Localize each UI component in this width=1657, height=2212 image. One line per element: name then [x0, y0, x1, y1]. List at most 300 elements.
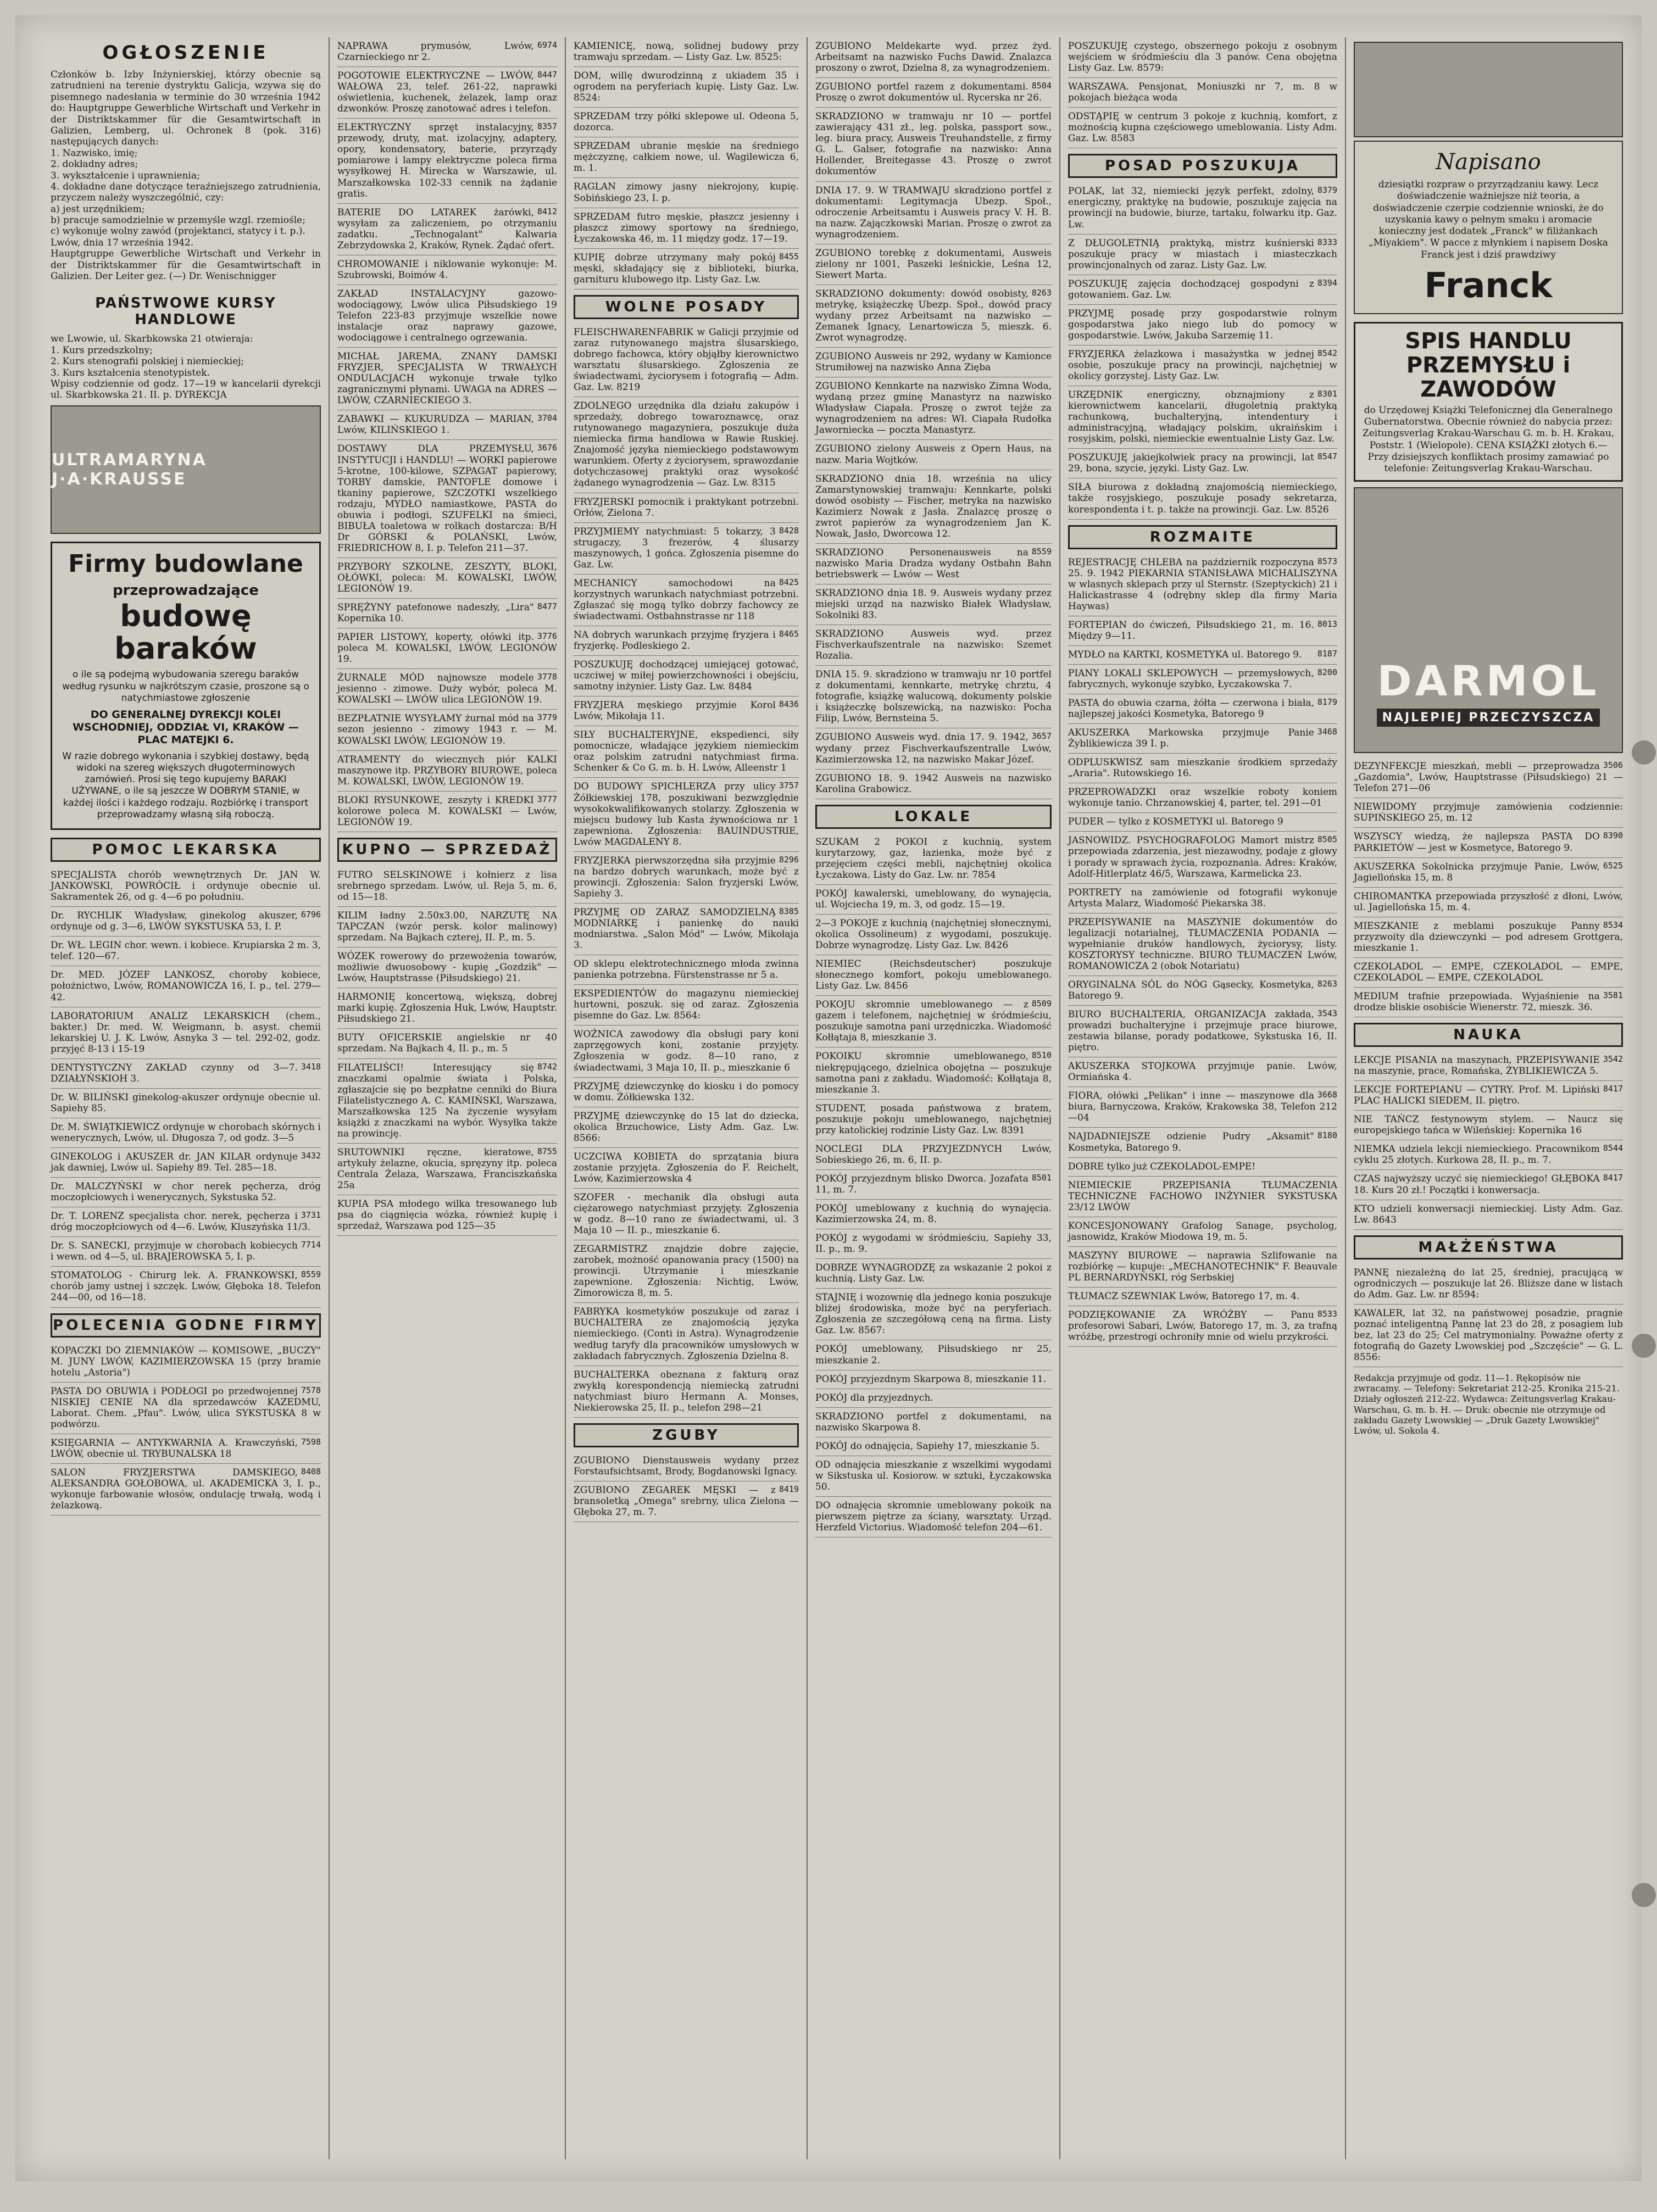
classified-ad [1068, 783, 1337, 813]
classified-ad [1068, 346, 1337, 386]
classified-ad [815, 1456, 1052, 1497]
classified-ad [815, 1100, 1052, 1140]
ad-text: NAPRAWA prymusów, Lwów, Czarnieckiego nr 2. [337, 41, 534, 63]
classified-ad [815, 37, 1052, 78]
ad-text: FORTEPIAN do ćwiczeń, Piłsudskiego 21, m. 16. Między 9—11. [1068, 619, 1314, 642]
ad-text: ZGUBIONO Ausweis nr 292, wydany w Kamionce Strumiłowej na nazwisko Anna Zięba [815, 351, 1052, 374]
ad-number: 8357 [537, 121, 557, 132]
ad-text: ZEGARMISTRZ znajdzie dobre zajęcie, zarobek, możność opanowania pracy (1500) na prowincji. Utrzymanie i mieszkanie zapewnione. Zgłoszenia: Nichtig, Lwów, Zimorowicza 8, m. 5. [574, 1244, 799, 1299]
classified-ad [815, 833, 1052, 885]
ad-text: BUCHALTERKA obeznana z fakturą oraz zwykłą korespondencją niemiecką zatrudni natychmiast biuro Hermann A. Monses, Niekierowska 25, II. p., telefon 298—21 [574, 1369, 799, 1413]
ad-text: MICHAŁ JAREMA, ZNANY DAMSKI FRYZJER, SPECJALISTA W TRWAŁYCH ONDULACJACH wykonuje trwałe tylko zagranicznymi płynami. UWAGA na ADRES — LWÓW, CZARNIECKIEGO 3. [337, 351, 557, 406]
notice-line: b) pracuje samodzielnie w przemyśle wzgl. rzemiośle; [51, 215, 305, 226]
ad-text: PRZEPROWADZKI oraz wszelkie roboty koniem wykonuje tanio. Chrzanowskiej 4, parter, tel. 291—01 [1068, 787, 1337, 809]
ad-number: 3468 [1317, 727, 1337, 737]
classified-ad [1354, 1264, 1623, 1305]
ad-text: PRZEPISYWANIE na MASZYNIE dokumentów do legalizacji notarialnej, TŁUMACZENIA PODANIA — wypełnianie druków handlowych, życiorysy, listy. KOSZTORYSY techniczne. BIURO TŁUMACZEŃ Lwów, ROMANOWICZA 2 (obok Notariatu) [1068, 916, 1337, 972]
ad-text: PRZYJMĘ dziewczynkę do kiosku i do pomocy w domu. Żółkiewska 132. [574, 1080, 799, 1103]
classified-ad [51, 937, 321, 966]
firmy-ad-headline: budowę baraków [114, 598, 257, 666]
classified-ad [337, 710, 557, 750]
ad-number: 8573 [1317, 556, 1337, 566]
column-5 [1059, 37, 1345, 2159]
classified-ad [815, 1370, 1052, 1389]
classified-ad [574, 626, 799, 656]
ad-text: KAMIENICĘ, nową, solidnej budowy przy tramwaju sprzedam. — Listy Gaz. Lw. 8525: [574, 41, 799, 63]
ad-text: Dr. WŁ. LEGIN chor. wewn. i kobiece. Krupiarska 2 m. 3, telef. 120—67. [51, 940, 321, 962]
classified-ad [1354, 1111, 1623, 1140]
classified-ad [1068, 182, 1337, 234]
ad-number: 8742 [537, 1061, 557, 1072]
ad-number: 8263 [1317, 978, 1337, 989]
ad-text: POSZUKUJĘ zajęcia dochodzącej gospodyni z gotowaniem. Gaz. Lw. [1068, 278, 1314, 300]
classified-ad [815, 728, 1052, 769]
ad-text: POKÓJ przyjezdnym Skarpowa 8, mieszkanie 11. [815, 1373, 1047, 1385]
ad-text: POKÓJ z wygodami w śródmieściu, Sapiehy 33, II. p., m. 9. [815, 1233, 1052, 1255]
ad-text: PODZIĘKOWANIE ZA WRÓŻBY — Panu profesorowi Sabari, Lwów, Batorego 17, m. 3, za trafną wróżbę, przestrogi ochroniły mnie od wielu przykrości. [1068, 1310, 1337, 1343]
polecenia-list [51, 1342, 321, 1516]
classified-ad [815, 285, 1052, 348]
classified-ad [51, 1383, 321, 1434]
ad-text: SRUTOWNIKI ręczne, kieratowe, artykuły żelazne, okucia, spręzyny itp. poleca Centrala Żelaza, Warszawa, Franciszkańska 25a [337, 1146, 557, 1191]
column-6 [1345, 37, 1631, 2159]
ad-number: 8296 [779, 854, 799, 865]
ad-text: BUTY OFICERSKIE angielskie nr 40 sprzedam. Na Bajkach 4, II. p., m. 5 [337, 1032, 557, 1055]
classified-ad [337, 119, 557, 203]
ad-text: Z DŁUGOLETNIĄ praktyką, mistrz kuśnierski poszukuje pracy w miastach i miasteczkach prowincjonalnych od zaraz. Listy Gaz. Lw. [1068, 237, 1337, 271]
classified-ad [1354, 988, 1623, 1017]
punch-hole [1632, 740, 1656, 765]
classified-ad [51, 1342, 321, 1383]
ad-text: SKRADZIONO dnia 18. 9. Ausweis wydany przez miejski urząd na nazwisko Białek Władysław, Sokolniki 83. [815, 587, 1052, 621]
ad-number: 8425 [779, 577, 799, 587]
ad-text: KSIĘGARNIA — ANTYKWARNIA A. Krawczyński, LWÓW, obecnie ul. TRYBUNALSKA 18 [51, 1437, 298, 1459]
classified-ad [51, 1007, 321, 1059]
ad-text: CHIROMANTKA przepowiada przyszłość z dłoni, Lwów, ul. Jagiellońska 15, m. 4. [1354, 890, 1623, 913]
classified-ad [51, 1059, 321, 1089]
classified-ad [1354, 757, 1623, 798]
classified-ad [1068, 1247, 1337, 1288]
classified-ad [815, 1408, 1052, 1437]
ad-text: KTO udzieli konwersacji niemieckiej. Listy Adm. Gaz. Lw. 8643 [1354, 1203, 1623, 1225]
classified-ad [1068, 1087, 1337, 1128]
ad-number: 6974 [537, 40, 557, 50]
ad-number: 8465 [779, 628, 799, 639]
classified-ad [337, 558, 557, 599]
firmy-ad-title: Firmy budowlane [68, 549, 303, 578]
ad-text: BLOKI RYSUNKOWE, zeszyty i KREDKI kolorowe poleca M. KOWALSKI — Lwów, LEGIONÓW 19. [337, 794, 557, 828]
classified-ad [337, 628, 557, 669]
classified-ad [1354, 958, 1623, 988]
ad-text: STUDENT, posada państwowa z bratem, poszukuje pokoju umeblowanego, najchętniej przy katolickiej rodzinie Listy Gaz. Lw. 8391 [815, 1102, 1052, 1136]
ad-text: POGOTOWIE ELEKTRYCZNE — LWÓW, WAŁOWA 23, telef. 261-22, naprawki oświetlenia, kuchenek, żelazek, lamp oraz dzwonków. Proszę zanotować adres i telefon. [337, 70, 557, 115]
ad-number: 3776 [537, 631, 557, 642]
ad-text: WARSZAWA. Pensjonat, Moniuszki nr 7, m. 8 w pokojach bieżąca woda [1068, 81, 1337, 104]
classified-ad [1354, 1200, 1623, 1230]
ad-text: NIE TAŃCZ festynowym stylem. — Naucz się europejskiego tańca w Wileńskiej: Kopernika 16 [1354, 1114, 1623, 1136]
ad-text: ODSTĄPIĘ w centrum 3 pokoje z kuchnią, komfort, z możnością kupna częściowego umeblowania. Listy Adm. Gaz. Lw. 8583 [1068, 111, 1337, 144]
classified-ad [337, 440, 557, 558]
notice-line: Wpisy codziennie od godz. 17—19 w kancelarii dyrekcji ul. Skarbkowska 21. II. p. DYREKCJA [51, 378, 321, 401]
ad-text: EKSPEDIENTÓW do magazynu niemieckiej hurtowni, poszuk. się od zaraz. Zgłoszenia pisemne do Gaz. Lw. 8564: [574, 988, 799, 1022]
ad-text: SKRADZIONO dokumenty: dowód osobisty, metrykę, książeczkę Ubezp. Społ., dowód pracy wydany przez Arbeitsamt na nazwisko — Zemanek Ignacy, Lenartowicza 5, mieszk. 6. Zwrot wynagrodzę. [815, 288, 1052, 344]
ad-text: ZABAWKI — KUKURUDZA — MARIAN, Lwów, KILIŃSKIEGO 1. [337, 414, 534, 436]
ad-text: SKRADZIONO Personenausweis na nazwisko Maria Dradza wydany Ostbahn Bahn betriebswerk — Lwów — West [815, 547, 1052, 580]
ad-number: 8379 [1317, 185, 1337, 196]
classified-ad [1068, 1128, 1337, 1157]
franck-ad-body: dziesiątki rozpraw o przyrządzaniu kawy. Lecz doświadczenie ważniejsze niż teoria, a doświadczenie czerpie codziennie wnioski, że do uzyskania kawy o pełnym smaku i aromacie konieczny jest dodatek „Franck" w filiżankach „Miyakiem". W pacce z młynkiem i napisem Doska Franck jest i dziś prawdziwy [1369, 179, 1608, 260]
ad-number: 3731 [301, 1210, 321, 1221]
ad-text: MECHANICY samochodowi na korzystnych warunkach natychmiast potrzebni. Zgłaszać się mogą tylko dobrzy fachowcy ze świadectwami. Ostbahnstrasse nr 118 [574, 577, 799, 622]
ad-text: SPRZEDAM ubranie męskie na średniego mężczyznę, całkiem nowe, ul. Wagilewicza 6, m. 1. [574, 141, 799, 174]
classified-ad [51, 1267, 321, 1307]
notice-line: 1. Kurs przedszkolny; [51, 344, 153, 356]
classified-ad [1068, 976, 1337, 1006]
ad-number: 8200 [1317, 667, 1337, 677]
notice-line: 2. dokładny adres; [51, 159, 138, 170]
ad-text: PIANY LOKALI SKLEPOWYCH — przemysłowych, fabrycznych, wykonuje szybko, Łyczakowska 7. [1068, 667, 1314, 690]
ad-text: POLAK, lat 32, niemiecki język perfekt, zdolny, energiczny, praktykę na budowie, poszukuje zajęcia na prowincji na budowie, biurze, tartaku, folwarku itp. Gaz. Lw. [1068, 186, 1337, 230]
kursy-body [51, 333, 321, 400]
ad-text: FRYZJERSKI pomocnik i praktykant potrzebni. Orłów, Zielona 7. [574, 496, 799, 519]
classified-ad [337, 1195, 557, 1236]
classified-ad [815, 885, 1052, 915]
classified-ad [51, 1237, 321, 1267]
classified-ad [815, 544, 1052, 584]
col3-ads-list [574, 37, 799, 289]
ad-text: ZAKŁAD INSTALACYJNY gazowo-wodociągowy, Lwów ulica Piłsudskiego 19 Telefon 223-83 przyjmuje wszelkie nowe instalacje oraz naprawy gazowe, wodociągowe i centralnego ogrzewania. [337, 288, 557, 344]
classified-ad [1068, 754, 1337, 783]
ad-text: ŻURNALE MÓD najnowsze modele jesienno - zimowe. Duży wybór, poleca M. KOWALSKI — LWÓW ulica LEGIONÓW 19. [337, 672, 557, 706]
ad-text: KONCESJONOWANY Grafolog Sanage, psycholog, jasnowidz, Kraków Miodowa 19, m. 5. [1068, 1220, 1337, 1242]
notice-line: Hauptgruppe Gewerbliche Wirtschaft und Verkehr in der Distriktskammer für die Gesamtwirtschaft in Galizien. Der Leiter gez. (—) Dr. Wenischnigger [51, 248, 321, 282]
classified-ad [574, 575, 799, 626]
ad-text: GINEKOLOG i AKUSZER dr. JAN KILAR ordynuje jak dawniej, Lwów ul. Sapiehy 89. Tel. 285—18. [51, 1151, 298, 1174]
ad-number: 8547 [1317, 452, 1337, 462]
classified-ad [815, 666, 1052, 728]
classified-ad [1354, 1305, 1623, 1367]
ad-text: WOŹNICA zawodowy dla obsługi pary koni zaprzęgowych koni, zostanie przyjęty. Zgłoszenia w godz. 8—10 rano, z świadectwami, 3 Maja 10, II. p., mieszkanie 6 [574, 1029, 799, 1073]
wolne-posady-list [574, 324, 799, 1418]
classified-ad [574, 778, 799, 851]
classified-ad [51, 1464, 321, 1515]
newspaper-page [15, 15, 1642, 2181]
classified-ad [574, 493, 799, 523]
ad-text: HARMONIĘ koncertową, większą, dobrej marki kupię. Zgłoszenia Huk, Lwów, Hauptstr. Piłsudskiego 21. [337, 991, 557, 1025]
pomoc-lekarska-header: POMOC LEKARSKA [51, 838, 321, 862]
classified-ad [1354, 1170, 1623, 1200]
ad-text: FRYZJERKA żelazkowa i masażystka w jednej osobie, poszukuje pracy na prowincji, najchętniej w okolicy gorzystej. Listy Gaz. Lw. [1068, 348, 1337, 382]
ad-text: SKRADZIONO portfel z dokumentami, na nazwisko Skarpowa 8. [815, 1411, 1052, 1433]
classified-ad [337, 907, 557, 948]
classified-ad [574, 1148, 799, 1189]
krausse-ad-label: ULTRAMARYNA J·A·KRAUSSE [52, 450, 207, 489]
franck-ad-title: Napisano [1436, 149, 1541, 175]
malzenstwa-list [1354, 1264, 1623, 1367]
classified-ad [815, 1140, 1052, 1170]
ad-text: ZGUBIONO ZEGAREK MĘSKI — z bransoletką „Omega" srebrny, ulica Zielona — Głęboka 27, m. 7. [574, 1484, 799, 1518]
ad-text: POSZUKUJĘ czystego, obszernego pokoju z osobnym wejściem w śródmieściu dla 3 panów. Cena obojętna Listy Gaz. Lw. 8579: [1068, 41, 1337, 74]
ad-text: DEZYNFEKCJE mieszkań, mebli — przeprowadza „Gazdomia", Lwów, Hauptstrasse (Piłsudskiego) 21 — Telefon 271—06 [1354, 761, 1623, 794]
classified-ad [1068, 1177, 1337, 1217]
classified-ad [1068, 1217, 1337, 1247]
ad-text: FUTRO SELSKINOWE i kołnierz z lisa srebrnego sprzedam. Lwów, ul. Reja 5, m. 6, od 15—18. [337, 869, 557, 902]
notice-title: OGŁOSZENIE [102, 42, 269, 64]
ad-text: POSZUKUJĘ dochodzącej umiejącej gotować, uczciwej w miłej powierzchowności i obejściu, samotny inżynier. Listy Gaz. Lw. 8484 [574, 659, 799, 693]
classified-ad [1068, 1158, 1337, 1177]
posad-list [1068, 182, 1337, 519]
classified-ad [574, 67, 799, 108]
ad-number: 8559 [301, 1269, 321, 1280]
classified-ad [815, 1229, 1052, 1259]
ad-number: 8447 [537, 70, 557, 80]
classified-ad [1068, 884, 1337, 913]
notice-line: 3. wykształcenie i uprawnienia; [51, 170, 200, 181]
ad-text: PRZYJMĘ OD ZARAZ SAMODZIELNĄ MODNIARKĘ i panienkę do nauki modniarstwa. „Salon Mód" — Lwów, Mikołaja 3. [574, 906, 799, 951]
ad-text: PASTA do obuwia czarna, żółta — czerwona i biała, najlepszej jakości Kosmetyka, Batorego 9 [1068, 698, 1314, 720]
ad-number: 8755 [537, 1146, 557, 1156]
classified-ad [815, 1289, 1052, 1340]
classified-ad [337, 37, 557, 67]
ad-number: 6796 [301, 910, 321, 920]
classified-ad [1068, 386, 1337, 449]
classified-ad [51, 1118, 321, 1148]
classified-ad [1068, 913, 1337, 976]
classified-ad [574, 726, 799, 778]
ad-number: 3432 [301, 1151, 321, 1161]
classified-ad [337, 866, 557, 907]
ad-text: ZGUBIONO 18. 9. 1942 Ausweis na nazwisko Karolina Grabowicz. [815, 772, 1052, 795]
ad-text: ZDOLNEGO urzędnika dla działu zakupów i sprzedaży, dobrego towaroznawcę, oraz rutynowanego magazyniera, poszukuje duża niemiecka firma handlowa w Rawie Ruskiej. Znajomość języka niemieckiego podstawowym warunkiem. Oferty z życiorysem, sprawozdanie dotychczasowej praktyki oraz wysokość żądanego wynagrodzenia — Gaz. Lw. 8315 [574, 400, 799, 489]
ad-number: 8505 [1317, 834, 1337, 845]
ad-text: OD odnajęcia mieszkanie z wszelkimi wygodami w Sikstuska ul. Kosiorow. w sztuki, Łyczakowska 50. [815, 1459, 1052, 1492]
classified-ad [1068, 646, 1337, 665]
classified-ad [815, 377, 1052, 440]
classified-ad [815, 1200, 1052, 1229]
classified-ad [337, 988, 557, 1029]
ad-text: KUPIĘ dobrze utrzymany mały pokój męski, składający się z biblioteki, biurka, garnituru klubowego itp. Listy Gaz. Lw. [574, 252, 799, 285]
ad-number: 8455 [779, 251, 799, 261]
classified-ad [337, 348, 557, 410]
ad-number: 8417 [1603, 1084, 1623, 1094]
classified-ad [337, 204, 557, 255]
ad-text: BEZPŁATNIE WYSYŁAMY żurnal mód na sezon jesienno - zimowy 1943 r. — M. KOWALSKI LWÓW, LEGIONÓW 19. [337, 713, 557, 746]
ad-text: PRZYBORY SZKOLNE, ZESZYTY, BLOKI, OŁÓWKI, poleca: M. KOWALSKI, LWÓW, LEGIONÓW 19. [337, 561, 557, 595]
ad-text: SPRZEDAM futro męskie, płaszcz jesienny i płaszcz zimowy sportowy na średniego, Łyczakowska 46, m. 11 między godz. 17—19. [574, 211, 799, 244]
classified-ad [1068, 665, 1337, 694]
notice-line: Członków b. Izby Inżynierskiej, którzy obecnie są zatrudnieni na terenie dystryktu Galicja, wzywa się do pisemnego nadesłania w terminie do 30 września 1942 do: Hauptgruppe Gewerbliche Wirtschaft und Verkehr in der Distriktskammer für die Gesamtwirtschaft in Galizien, Lemberg, ul. Ochronek 8 (pok. 316) następujących danych: [51, 69, 321, 148]
nauka-header: NAUKA [1354, 1023, 1623, 1047]
ad-text: SZUKAM 2 POKOI z kuchnią, system kurytarzowy, gaz, łazienka, może być z przejęciem części mebli, najchętniej okolica Łyczakowa. Listy do Gaz. Lw. nr. 7854 [815, 836, 1052, 881]
classified-ad [574, 904, 799, 955]
ad-text: NIEMIEC (Reichsdeutscher) poszukuje słonecznego komfort, pokoju umeblowanego. Listy Gaz. Lw. 8456 [815, 959, 1052, 992]
ad-text: SKRADZIONO dnia 18. września na ulicy Zamarstynowskiej tramwaju: Kennkarte, polski dowód osobisty — Fischer, metryka na nazwisko Kazimierz Nowak z Jasła. Znalazcę proszę o zwrot papierów za wynagrodzeniem Jan K. Nowak, Jasło, Dworcowa 12. [815, 473, 1052, 539]
ad-text: ZGUBIONO torebkę z dokumentami, Ausweis zielony nr 1001, Paszeki leśnickie, Leśna 12, Siewert Marta. [815, 247, 1052, 281]
ad-number: 8013 [1317, 619, 1337, 629]
ad-text: KUPIA PSA młodego wilka tresowanego lub psa do ciągnięcia wózka, również kupię i sprzedaż, Warszawa pod 125—35 [337, 1199, 557, 1232]
classified-ad [1068, 1057, 1337, 1087]
ad-text: STOMATOLOG - Chirurg lek. A. FRANKOWSKI, chorób jamy ustnej i szczęk. Lwów, Głęboka 18. Telefon 244—00, od 16—18. [51, 1270, 321, 1303]
classified-ad [574, 523, 799, 575]
classified-ad [574, 1240, 799, 1303]
ad-text: ZGUBIONO Dienstausweis wydany przez Forstaufsichtsamt, Brody, Bogdanowski Ignacy. [574, 1455, 799, 1477]
ad-number: 8477 [537, 601, 557, 612]
ad-text: KILIM ładny 2.50x3.00, NARZUTĘ NA TAPCZAN (wzór persk. kolor malinowy) sprzedam. Na Bajkach czterej, II. P., m. 5. [337, 910, 557, 944]
posad-poszukuja-header: POSAD POSZUKUJA [1068, 154, 1337, 178]
classified-ad [574, 1078, 799, 1107]
ad-text: ODPLUSKWISZ sam mieszkanie środkiem sprzedaży „Araria". Rutowskiego 16. [1068, 757, 1337, 779]
ad-text: SPRĘŻYNY patefonowe nadeszły, „Lira" Kopernika 10. [337, 602, 534, 625]
ad-text: NIEMIECKIE PRZEPISANIA TŁUMACZENIA TECHNICZNE FACHOWO INŻYNIER SYKSTUSKA 23/12 LWÓW [1068, 1179, 1337, 1213]
classified-ad [815, 1340, 1052, 1370]
ad-text: DOBRZE WYNAGRODZĘ za wskazanie 2 pokoi z kuchnią. Listy Gaz. Lw. [815, 1262, 1052, 1285]
ad-number: 8187 [1317, 648, 1337, 659]
ad-text: ZGUBIONO Kennkarte na nazwisko Zimna Woda, wydaną przez gminę Manastyrz na nazwisko Władysław Ciapała. Proszę o zwrot tejże za wynagrodzeniem na adres: Wł. Ciapała Rudołka Jaworniecka — poczta Manastyrz. [815, 381, 1052, 436]
ad-text: PASTA DO OBUWIA i PODŁOGI po przedwojennej NISKIEJ CENIE NA dla sprzedawców KAZEDMU, Laborat. Chem. „Pfau". Lwów, ulica SYKSTUSKA 8 w podwórzu. [51, 1385, 321, 1430]
ad-text: SZOFER - mechanik dla obsługi auta ciężarowego natychmiast przyjęty. Zgłoszenia w godz. 8—10 rano ze świadectwami, ul. 3 Maja 10 — II. p., mieszkanie 6. [574, 1191, 799, 1236]
classified-ad [1068, 235, 1337, 275]
classified-ad [1354, 888, 1623, 917]
classified-ad [337, 1059, 557, 1144]
ad-text: FRYZJERKA pierwszorzędna siła przyjmie na bardzo dobrych warunkach, może być z prowincji. Zgłoszenia: Salon fryzjerski Lwów, Sapiehy 3. [574, 855, 799, 899]
ad-text: MEDIUM trafnie przepowiada. Wyjaśnienie na drodze bliskie osobiście Wienerstr. 72, mieszk. 36. [1354, 991, 1600, 1013]
classified-ad [574, 249, 799, 289]
ad-text: POKOIKU skromnie umeblowanego, niekrępującego, dzielnica obojętna — poszukuje samotna pani z zakładu. Wiadomość: Kołłątaja 8, mieszkanie 3. [815, 1051, 1052, 1095]
ad-text: POKÓJ kawalerski, umeblowany, do wynajęcia, ul. Wojciecha 19, m. 3, od godz. 15—19. [815, 888, 1052, 910]
wolne-posady-header: WOLNE POSADY [574, 295, 799, 319]
ad-text: ELEKTRYCZNY sprzęt instalacyjny, przewody, druty, mat. izolacyjny, adaptery, opory, kondensatory, baterie, przyrządy pomiarowe i lampy elektryczne poleca firma wysyłkowej H. Mirecka w Warszawie, ul. Marszałkowska 102-33 cennik na żądanie gratis. [337, 122, 557, 199]
classified-ad [815, 915, 1052, 955]
coffee-illustration [1354, 42, 1623, 137]
col4-ads-list [815, 37, 1052, 799]
ad-text: UCZCIWA KOBIETA do sprzątania biura zostanie przyjęta. Zgłoszenia do F. Reichelt, Lwów, Kazimierzowska 4 [574, 1151, 799, 1184]
ad-text: LEKCJE PISANIA na maszynach, PRZEPISYWANIE na maszynie, prace, Romańska, ŻYBLIKIEWICZA 5. [1354, 1055, 1600, 1077]
ad-number: 8419 [779, 1484, 799, 1494]
ad-text: AKUSZERKA Markowska przyjmuje Panie Żyblikiewicza 39 I. p. [1068, 727, 1314, 750]
ad-number: 8428 [779, 525, 799, 536]
classified-ad [574, 697, 799, 726]
ad-text: OD sklepu elektrotechnicznego młoda zwinna panienka potrzebna. Fürstenstrasse nr 5 a. [574, 959, 799, 981]
classified-ad [337, 410, 557, 440]
firmy-ad-subtitle: przeprowadzające [113, 582, 259, 599]
ad-number: 3778 [537, 672, 557, 682]
classified-ad [815, 1437, 1052, 1456]
ad-text: POKÓJ umeblowany z kuchnią do wynajęcia. Kazimierzowska 24, m. 8. [815, 1202, 1052, 1225]
ad-text: NA dobrych warunkach przyjmę fryzjera i fryzjerkę. Podleskiego 2. [574, 629, 776, 652]
classified-ad [1354, 1140, 1623, 1170]
classified-ad [574, 108, 799, 137]
ad-text: DOM, willę dwurodzinną z ukiadem 35 i ogrodem na peryferiach kupię. Listy Gaz. Lw. 8524: [574, 70, 799, 104]
ad-text: DOBRE tylko już CZEKOLADOL-EMPE! [1068, 1161, 1256, 1172]
ad-text: POKÓJ do odnajęcia, Sapiehy 17, mieszkanie 5. [815, 1440, 1040, 1452]
ad-text: DO odnajęcia skromnie umeblowany pokoik na pierwszem piętrze za ściany, warsztaty. Urząd. Herzfeld Victorius. Wiadomość telefon 204—61. [815, 1500, 1052, 1534]
ad-text: ZGUBIONO zielony Ausweis z Opern Haus, na nazw. Maria Wojtków. [815, 443, 1052, 466]
classified-ad [815, 770, 1052, 799]
column-4 [807, 37, 1059, 2159]
classified-ad [337, 1144, 557, 1195]
ad-number: 8417 [1603, 1173, 1623, 1183]
classified-ad [1068, 449, 1337, 478]
classified-ad [815, 182, 1052, 244]
classified-ad [1354, 1081, 1623, 1111]
notice-line: 4. dokładne dane dotyczące teraźniejszego zatrudnienia, przyczem należy wyszczególnić, czy: [51, 181, 321, 204]
ad-number: 8509 [1031, 999, 1052, 1009]
ad-text: SKRADZIONO w tramwaju nr 10 — portfel zawierający 431 zł., leg. polska, passport sow., leg. biura pracy, Ausweis Treuhandstelle, z firmy G. L. Galser, fotografie na nazwisko: Anna Hollender, Breitegasse 43. Proszę o zwrot dokumentów [815, 111, 1052, 177]
pomoc-lekarska-list [51, 866, 321, 1307]
col2-ads-list [337, 37, 557, 832]
ad-number: 8436 [779, 699, 799, 710]
ad-number: 3542 [1603, 1054, 1623, 1065]
classified-ad [574, 1107, 799, 1148]
notice-line: c) wykonuje wolny zawód (projektanci, statycy i t. p.). [51, 226, 305, 237]
ad-text: REJESTRACJĘ CHLEBA na październik rozpoczyna 25. 9. 1942 PIEKARNIA STANISŁAWA MICHALISZYNA w wlasnych sklepach przy ul Sternstr. (Szeptyckich) 21 i Halickastrasse 4 (odrębny sklep dla firmy Maria Haywas) [1068, 556, 1337, 612]
franck-ad [1354, 141, 1623, 314]
ad-text: JASNOWIDZ. PSYCHOGRAFOLOG Mamort mistrz przepowiada zdarzenia, jest niezawodny, podaje z głowy i porady w sprawach życia, rozpoznania. Adres: Kraków, Adolf-Hitlerplatz 46/5, Warszawa, Karmelicka 23. [1068, 835, 1337, 879]
classified-ad [815, 1389, 1052, 1408]
classified-ad [337, 792, 557, 832]
darmol-brand: DARMOL [1377, 656, 1600, 706]
classified-ad [574, 955, 799, 985]
classified-ad [51, 1148, 321, 1178]
ad-text: POKÓJ umeblowany, Piłsudskiego nr 25, mieszkanie 2. [815, 1344, 1052, 1366]
classified-ad [337, 751, 557, 792]
lokale-header: LOKALE [815, 805, 1052, 829]
classified-ad [815, 996, 1052, 1048]
rozmaite-list [1068, 554, 1337, 1347]
classified-ad [574, 1026, 799, 1077]
classified-ad [815, 470, 1052, 544]
classified-ad [574, 324, 799, 397]
ad-text: BIURO BUCHALTERIA, ORGANIZACJA zakłada, prowadzi buchalteryjne i przejmuje prace biurowe, zestawia bilanse, porady podatkowe, Sykstuska 16, II. piętro. [1068, 1009, 1337, 1054]
classified-ad [1354, 917, 1623, 958]
ad-text: TŁUMACZ SZEWNIAK Lwów, Batorego 17, m. 4. [1068, 1290, 1300, 1302]
col5-ads-list [1068, 37, 1337, 148]
classified-ad [1068, 1006, 1337, 1057]
ad-text: POKÓJ dla przyjezdnych. [815, 1392, 933, 1403]
punch-hole [1632, 1334, 1656, 1358]
ad-text: SPRZEDAM trzy półki sklepowe ul. Odeona 5, dozorca. [574, 111, 799, 133]
ad-text: POKOJU skromnie umeblowanego — z gazem i telefonem, najchętniej w śródmieściu, poszukuje samotna pani urzędniczka. Wiadomość Kołłątaja 8, mieszkanie 3. [815, 999, 1052, 1044]
ad-number: 8408 [301, 1466, 321, 1476]
ad-number: 3779 [537, 712, 557, 723]
spis-handlu-body: do Urzędowej Książki Telefonicznej dla Generalnego Gubernatorstwa. Obecnie również do nabycia przez: Zeitungsverlag Krakau-Warschau G. m. b. H. Krakau, Poststr. 1 (Wielopole). CENA KSIĄŻKI złotych 6.— Przy dzisiejszych konfliktach prosimy zamawiać po telefonie: Zeitungsverlag Krakau-Warschau. [1362, 404, 1615, 474]
ad-text: SIŁY BUCHALTERYJNE, ekspedienci, siły pomocnicze, władające językiem niemieckim oraz polskim zatrudni natychmiast firma. Schenker & Co G. m. b. H. Lwów, Alleenstr 1 [574, 729, 799, 774]
classified-ad [1068, 275, 1337, 305]
classified-ad [815, 625, 1052, 666]
notice-line: we Lwowie, ul. Skarbkowska 21 otwieraja: [51, 333, 253, 345]
spis-handlu-title: SPIS HANDLU PRZEMYSŁU i ZAWODÓW [1405, 328, 1572, 402]
ad-number: 3757 [779, 781, 799, 791]
notice-line: 1. Nazwisko, imię; [51, 147, 138, 159]
firmy-ad-target: DO GENERALNEJ DYREKCJI KOLEI WSCHODNIEJ, ODDZIAŁ VI, KRAKÓW — PLAC MATEJKI 6. [73, 709, 299, 746]
classified-ad [1068, 616, 1337, 646]
classified-ad [1354, 858, 1623, 888]
firmy-ad-tail: W razie dobrego wykonania i szybkiej dostawy, będą widoki na szereg większych długoterminowych zamówień. Prosi się tego kupujemy BARAKI UŻYWANE, o ile są jeszcze W DOBRYM STANIE, w każdej ilości i każdego rodzaju. Rozbiórkę i transport przeprowadzamy własną siłą roboczą. [62, 750, 309, 820]
ad-number: 3777 [537, 794, 557, 804]
col6-ads-list [1354, 757, 1623, 1017]
classified-ad [1068, 37, 1337, 78]
ad-text: SKRADZIONO Ausweis wyd. przez Fischverkaufszentrale na nazwisko: Szemet Rozalia. [815, 628, 1052, 662]
classified-ad [815, 244, 1052, 285]
malzenstwa-header: MAŁŻEŃSTWA [1354, 1235, 1623, 1260]
ad-text: ZGUBIONO Ausweis wyd. dnia 17. 9. 1942, wydany przez Fischverkaufszentralle Lwów, Kazimierzowska 12, na nazwisko Makar Józef. [815, 732, 1052, 765]
column-3 [565, 37, 807, 2159]
ad-number: 8301 [1317, 389, 1337, 399]
classified-ad [1068, 554, 1337, 616]
ad-number: 8412 [537, 206, 557, 216]
ad-number: 8180 [1317, 1130, 1337, 1141]
classified-ad [337, 255, 557, 285]
